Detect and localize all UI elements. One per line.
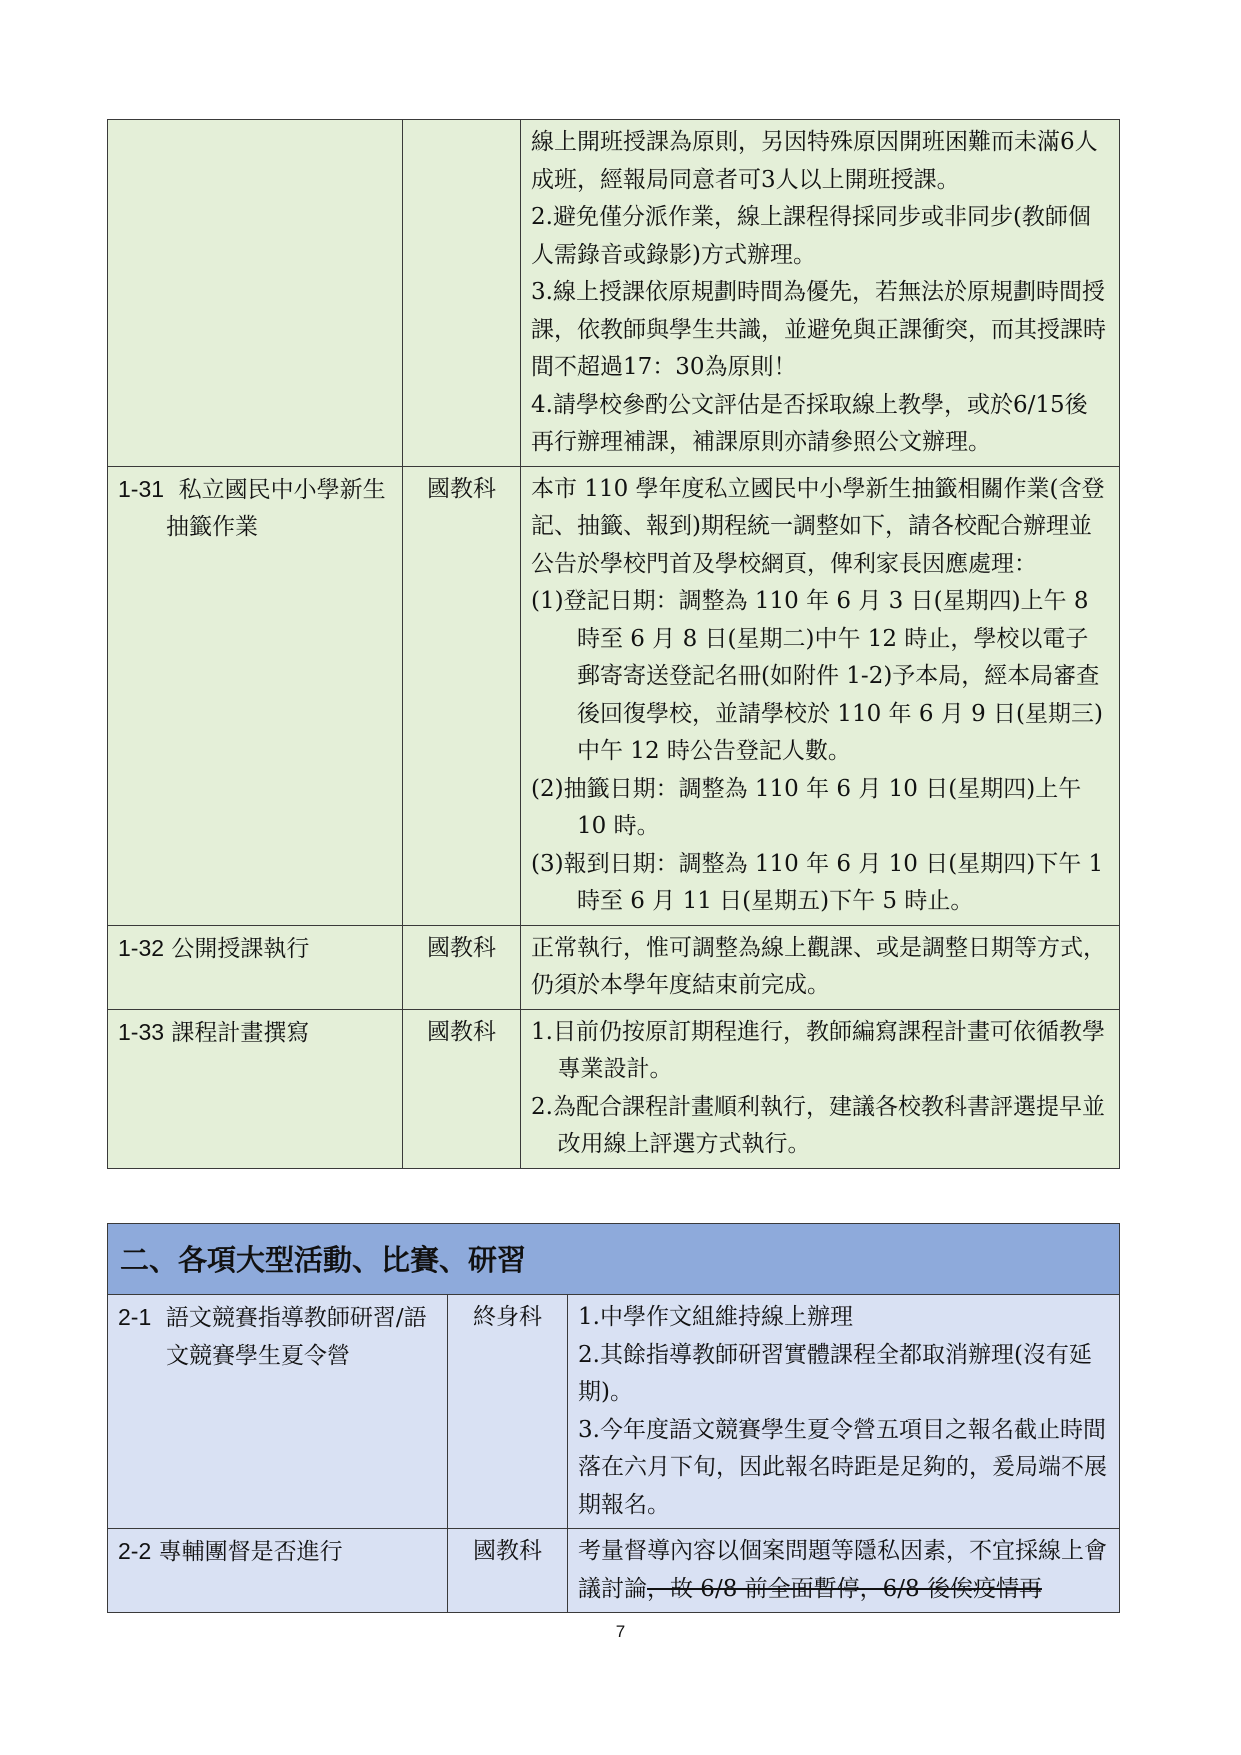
content-line: 正常執行，惟可調整為線上觀課、或是調整日期等方式，仍須於本學年度結束前完成。 <box>531 934 1106 998</box>
content-line: 1.中學作文組維持線上辦理 <box>578 1304 853 1330</box>
content-line: (2)抽籤日期：調整為 110 年 6 月 10 日(星期四)上午 10 時。 <box>531 775 1082 839</box>
content-cell <box>521 120 1120 467</box>
item-cell <box>108 1295 448 1529</box>
item-id: 1-33 <box>118 1018 165 1045</box>
item-id: 2-1 <box>118 1304 152 1330</box>
item-cell <box>108 466 403 925</box>
dept-cell: 國教科 <box>403 466 521 925</box>
content-line: 1.目前仍按原訂期程進行，教師編寫課程計畫可依循教學專業設計。 <box>531 1018 1105 1082</box>
content-cell <box>521 1009 1120 1168</box>
content-cell <box>568 1529 1120 1613</box>
schedule-table-1 <box>107 119 1120 1169</box>
item-id: 1-31 <box>118 475 165 502</box>
content-text: 考量督導內容以個案問題等隱私因素，不宜採線上會議討論 <box>578 1538 1107 1602</box>
item-cell <box>108 1529 448 1613</box>
content-cell <box>568 1295 1120 1529</box>
content-cell <box>521 925 1120 1009</box>
table-row <box>108 925 1120 1009</box>
content-line: 2.其餘指導教師研習實體課程全都取消辦理(沒有延期)。 <box>578 1341 1092 1405</box>
content-line: 本市 110 學年度私立國民中小學新生抽籤相關作業(含登記、抽籤、報到)期程統一調整如下，請各校配合辦理並公告於學校門首及學校網頁，俾利家長因應處理： <box>531 475 1105 577</box>
content-line: 3.線上授課依原規劃時間為優先，若無法於原規劃時間授課，依教師與學生共識，並避免與正課衝突，而其授課時間不超過17：30為原則！ <box>531 279 1106 380</box>
item-id: 2-2 <box>118 1538 152 1564</box>
table-row <box>108 120 1120 467</box>
dept-cell: 終身科 <box>448 1295 568 1529</box>
dept-cell <box>403 120 521 467</box>
content-line: 3.今年度語文競賽學生夏令營五項目之報名截止時間落在六月下旬，因此報名時距是足夠的，爰局端不展期報名。 <box>578 1416 1107 1518</box>
item-cell <box>108 1009 403 1168</box>
item-cell <box>108 925 403 1009</box>
content-line: 4.請學校參酌公文評估是否採取線上教學，或於6/15後再行辦理補課，補課原則亦請參照公文辦理。 <box>531 391 1088 455</box>
dept-cell: 國教科 <box>448 1529 568 1613</box>
table-row <box>108 1009 1120 1168</box>
item-cell <box>108 120 403 467</box>
content-cell <box>521 466 1120 925</box>
schedule-table-2 <box>107 1223 1120 1613</box>
item-title: 私立國民中小學新生抽籤作業 <box>166 476 386 540</box>
dept-cell: 國教科 <box>403 925 521 1009</box>
item-title: 公開授課執行 <box>171 935 310 962</box>
item-title: 專輔團督是否進行 <box>158 1539 343 1565</box>
item-title: 課程計畫撰寫 <box>171 1019 310 1046</box>
table-row <box>108 1529 1120 1613</box>
table-row <box>108 1295 1120 1529</box>
table-row <box>108 466 1120 925</box>
section-header-row <box>108 1224 1120 1295</box>
section-title: 二、各項大型活動、比賽、研習 <box>108 1224 1120 1295</box>
content-line: 2.為配合課程計畫順利執行，建議各校教科書評選提早並改用線上評選方式執行。 <box>531 1093 1105 1157</box>
item-title: 語文競賽指導教師研習/語文競賽學生夏令營 <box>165 1305 427 1369</box>
content-line: (3)報到日期：調整為 110 年 6 月 10 日(星期四)下午 1 時至 6 月 11 日(星期五)下午 5 時止。 <box>531 850 1104 914</box>
content-line: 線上開班授課為原則，另因特殊原因開班困難而未滿6人成班，經報局同意者可3人以上開班授課。 <box>531 129 1098 193</box>
page-number: 7 <box>615 1622 626 1641</box>
dept-cell: 國教科 <box>403 1009 521 1168</box>
item-id: 1-32 <box>118 934 165 961</box>
content-line: (1)登記日期：調整為 110 年 6 月 3 日(星期四)上午 8 時至 6 月 8 日(星期二)中午 12 時止，學校以電子郵寄寄送登記名冊(如附件 1-2)予本局，經本局審查後回復學校，並請學校於 110 年 6 月 9 日(星期三)中午 12 時公告登記人數。 <box>531 588 1103 764</box>
content-line: 2.避免僅分派作業，線上課程得採同步或非同步(教師個人需錄音或錄影)方式辦理。 <box>531 204 1091 268</box>
struck-text: ，故 6/8 前全面暫停，6/8 後俟疫情再 <box>647 1575 1042 1602</box>
